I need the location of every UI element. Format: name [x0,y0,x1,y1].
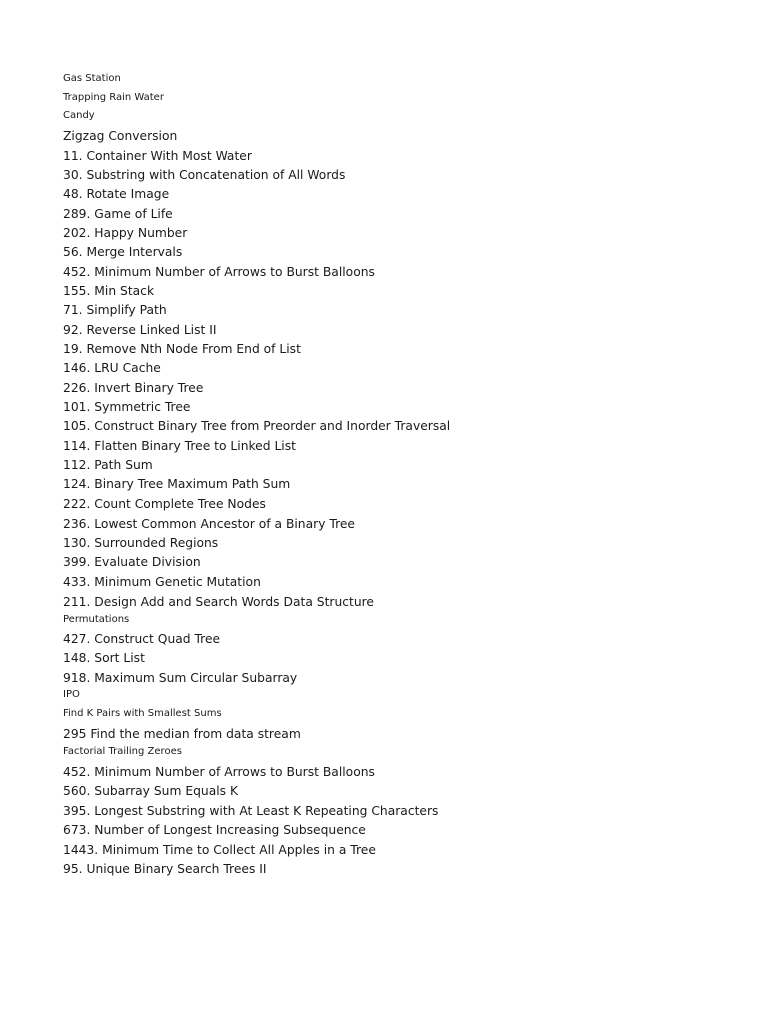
list-item: 295 Find the median from data stream [63,727,301,741]
list-item: 105. Construct Binary Tree from Preorder and Inorder Traversal [63,419,451,433]
list-item: 452. Minimum Number of Arrows to Burst Balloons [63,265,375,279]
list-item: 427. Construct Quad Tree [63,632,221,646]
list-item: 452. Minimum Number of Arrows to Burst Balloons [63,765,375,779]
list-item: Permutations [63,614,130,625]
list-item: IPO [63,689,80,700]
list-item: 222. Count Complete Tree Nodes [63,497,266,511]
list-item: Candy [63,110,95,121]
list-item: Gas Station [63,73,121,84]
list-item: Trapping Rain Water [63,92,164,103]
list-item: 673. Number of Longest Increasing Subsequence [63,823,366,837]
list-item: 48. Rotate Image [63,187,170,201]
list-item: 95. Unique Binary Search Trees II [63,862,267,876]
list-item: 918. Maximum Sum Circular Subarray [63,671,298,685]
list-item: 289. Game of Life [63,207,173,221]
list-item: 101. Symmetric Tree [63,400,191,414]
list-item: Factorial Trailing Zeroes [63,746,182,757]
list-item: 148. Sort List [63,651,145,665]
list-item: 1443. Minimum Time to Collect All Apples in a Tree [63,843,376,857]
list-item: 114. Flatten Binary Tree to Linked List [63,439,296,453]
list-item: Zigzag Conversion [63,129,178,143]
list-item: 395. Longest Substring with At Least K Repeating Characters [63,804,439,818]
list-item: 30. Substring with Concatenation of All Words [63,168,346,182]
list-item: 211. Design Add and Search Words Data Structure [63,595,374,609]
list-item: 92. Reverse Linked List II [63,323,217,337]
list-item: 130. Surrounded Regions [63,536,219,550]
list-item: 71. Simplify Path [63,303,167,317]
list-item: 112. Path Sum [63,458,153,472]
list-item: 399. Evaluate Division [63,555,201,569]
list-item: 155. Min Stack [63,284,155,298]
list-item: 11. Container With Most Water [63,149,252,163]
list-item: 56. Merge Intervals [63,245,183,259]
list-item: 236. Lowest Common Ancestor of a Binary Tree [63,517,355,531]
list-item: Find K Pairs with Smallest Sums [63,708,222,719]
list-item: 560. Subarray Sum Equals K [63,784,239,798]
list-item: 226. Invert Binary Tree [63,381,204,395]
list-item: 146. LRU Cache [63,361,161,375]
list-item: 433. Minimum Genetic Mutation [63,575,261,589]
list-item: 124. Binary Tree Maximum Path Sum [63,477,291,491]
list-item: 202. Happy Number [63,226,188,240]
list-item: 19. Remove Nth Node From End of List [63,342,301,356]
